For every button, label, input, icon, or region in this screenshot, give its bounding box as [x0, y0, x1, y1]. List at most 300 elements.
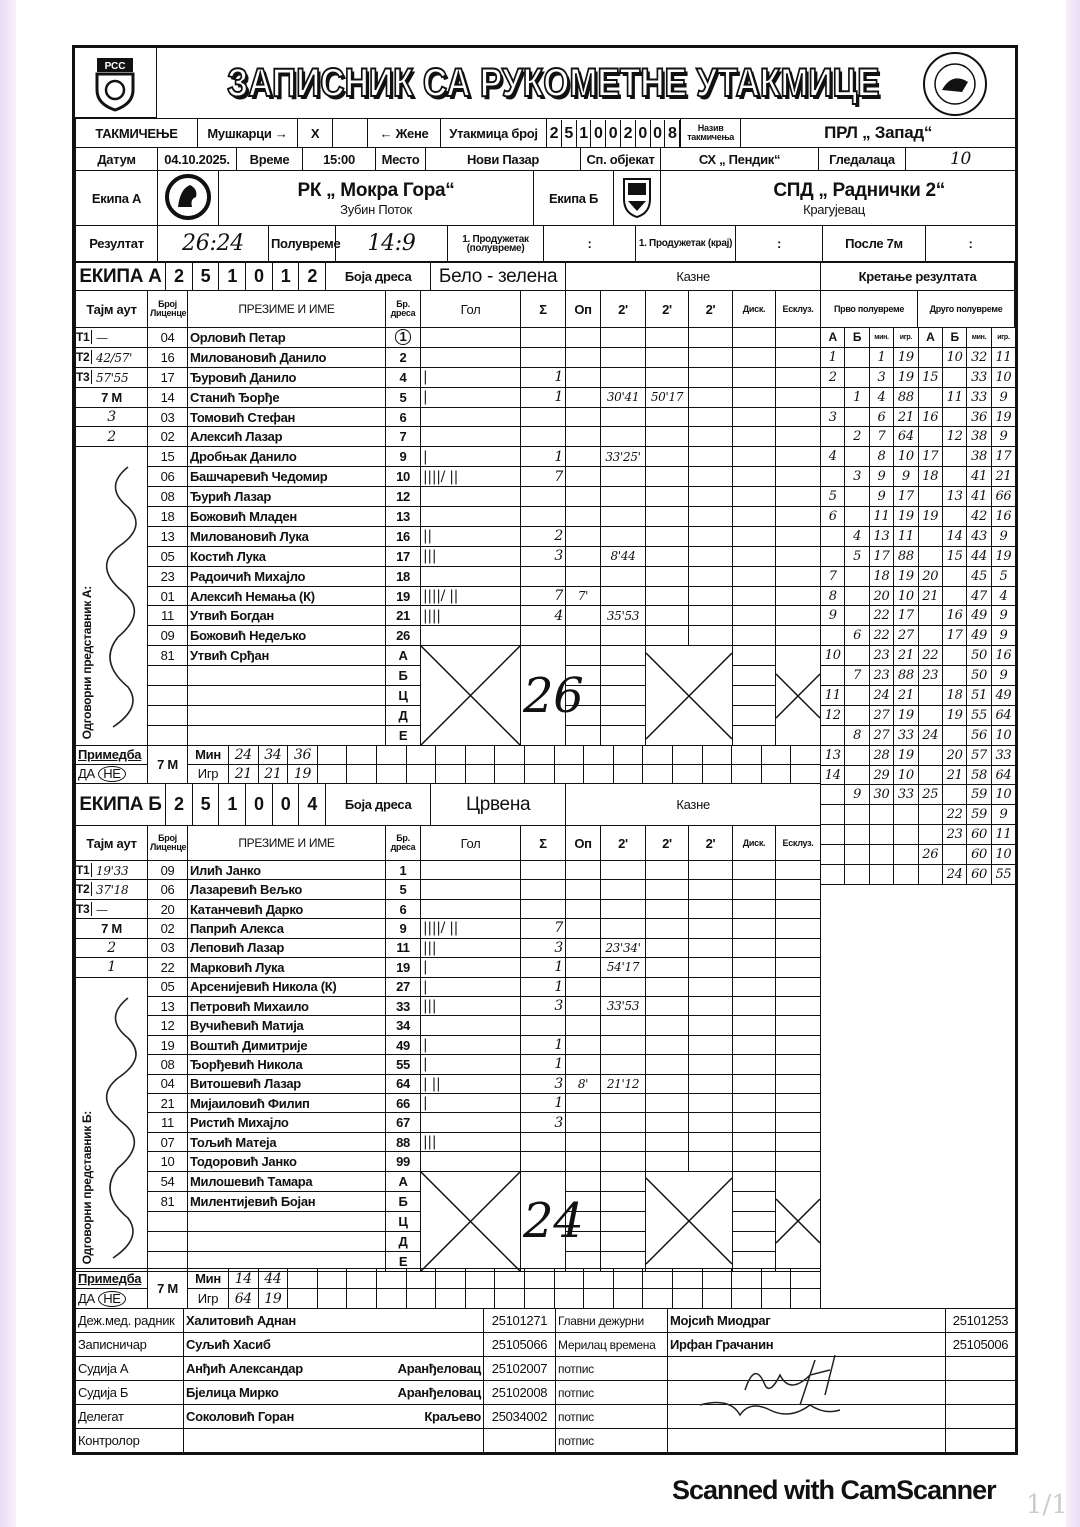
suspension-1[interactable]: 8'44	[601, 546, 646, 566]
suspension-2[interactable]	[646, 507, 689, 527]
warning-time[interactable]	[566, 1113, 601, 1132]
timeout-1[interactable]	[76, 861, 148, 880]
goal-sum[interactable]: 3	[521, 938, 566, 957]
suspension-3[interactable]	[689, 387, 733, 407]
goal-tally[interactable]	[421, 347, 521, 367]
suspension-2[interactable]	[646, 367, 689, 387]
goal-tally[interactable]	[421, 507, 521, 527]
suspension-cell[interactable]	[601, 1211, 646, 1231]
warning-time[interactable]	[566, 880, 601, 899]
suspension-3[interactable]	[689, 347, 733, 367]
exclusion-cell[interactable]	[776, 427, 821, 447]
warning-cell[interactable]	[566, 726, 601, 746]
warning-time[interactable]: 7'	[566, 586, 601, 606]
warning-time[interactable]	[566, 938, 601, 957]
goal-sum[interactable]: 3	[521, 1074, 566, 1093]
suspension-3[interactable]	[689, 566, 733, 586]
women-checkbox[interactable]	[333, 119, 368, 148]
goal-sum[interactable]: 3	[521, 996, 566, 1015]
goal-sum[interactable]: 2	[521, 526, 566, 546]
suspension-2[interactable]	[646, 899, 689, 918]
disqualification-cell[interactable]	[733, 526, 776, 546]
suspension-3[interactable]	[689, 328, 733, 348]
exclusion-cell[interactable]	[776, 1132, 821, 1151]
suspension-3[interactable]	[689, 1055, 733, 1074]
disqualification-cell[interactable]	[733, 1094, 776, 1113]
suspension-3[interactable]	[689, 958, 733, 977]
exclusion-cell[interactable]	[776, 1094, 821, 1113]
suspension-3[interactable]	[689, 1074, 733, 1093]
goal-sum[interactable]	[521, 899, 566, 918]
exclusion-cell[interactable]	[776, 467, 821, 487]
suspension-2[interactable]	[646, 1152, 689, 1171]
progression-cell: 55	[967, 705, 991, 725]
disqualification-cell[interactable]	[733, 1211, 776, 1231]
suspension-1[interactable]	[601, 487, 646, 507]
official-name-text: Халитовић Аднан	[186, 1313, 296, 1328]
disqualification-cell[interactable]	[733, 626, 776, 646]
suspension-1[interactable]	[601, 861, 646, 880]
goal-tally[interactable]: | ||	[421, 1074, 521, 1093]
progression-cell: 1	[821, 347, 845, 367]
timeout-2[interactable]	[76, 347, 148, 367]
suspension-1[interactable]	[601, 1152, 646, 1171]
goal-tally[interactable]: |||	[421, 938, 521, 957]
suspension-2[interactable]	[646, 566, 689, 586]
suspension-2[interactable]	[646, 1055, 689, 1074]
suspension-3[interactable]	[689, 606, 733, 626]
goal-sum[interactable]	[521, 487, 566, 507]
suspension-3[interactable]	[689, 447, 733, 467]
disqualification-cell[interactable]	[733, 606, 776, 626]
suspension-3[interactable]	[689, 996, 733, 1015]
goal-tally[interactable]: |	[421, 1094, 521, 1113]
warning-time[interactable]	[566, 467, 601, 487]
goal-sum[interactable]: 7	[521, 467, 566, 487]
suspension-3[interactable]	[689, 1152, 733, 1171]
exclusion-cell[interactable]	[776, 996, 821, 1015]
disqualification-cell[interactable]	[733, 347, 776, 367]
suspension-2[interactable]	[646, 347, 689, 367]
suspension-2[interactable]	[646, 467, 689, 487]
goal-sum[interactable]	[521, 328, 566, 348]
suspension-2[interactable]	[646, 487, 689, 507]
disqualification-cell[interactable]	[733, 467, 776, 487]
suspension-1[interactable]	[601, 977, 646, 996]
suspension-1[interactable]	[601, 367, 646, 387]
suspension-1[interactable]	[601, 880, 646, 899]
suspension-2[interactable]	[646, 1132, 689, 1151]
goal-sum[interactable]: 3	[521, 1113, 566, 1132]
goal-sum[interactable]	[521, 407, 566, 427]
disqualification-cell[interactable]	[733, 1113, 776, 1132]
suspension-cell[interactable]	[601, 1171, 646, 1191]
suspension-3[interactable]	[689, 977, 733, 996]
goal-tally[interactable]: |||	[421, 996, 521, 1015]
suspension-1[interactable]	[601, 1016, 646, 1035]
remark-yes-no[interactable]	[76, 1289, 148, 1309]
disqualification-cell[interactable]	[733, 586, 776, 606]
warning-time[interactable]	[566, 1094, 601, 1113]
suspension-1[interactable]	[601, 1132, 646, 1151]
exclusion-cell[interactable]	[776, 977, 821, 996]
disqualification-cell[interactable]	[733, 726, 776, 746]
suspension-2[interactable]	[646, 427, 689, 447]
suspension-2[interactable]	[646, 977, 689, 996]
goal-tally[interactable]	[421, 487, 521, 507]
suspension-2[interactable]	[646, 938, 689, 957]
remark-no-circled[interactable]: НЕ	[98, 766, 125, 782]
warning-time[interactable]	[566, 407, 601, 427]
exclusion-cell[interactable]	[776, 861, 821, 880]
goal-tally[interactable]	[421, 861, 521, 880]
suspension-1[interactable]	[601, 626, 646, 646]
suspension-2[interactable]	[646, 996, 689, 1015]
disqualification-cell[interactable]	[733, 367, 776, 387]
warning-time[interactable]	[566, 1152, 601, 1171]
suspension-1[interactable]	[601, 467, 646, 487]
disqualification-cell[interactable]	[733, 899, 776, 918]
warning-time[interactable]	[566, 1132, 601, 1151]
goal-tally[interactable]: |	[421, 958, 521, 977]
suspension-3[interactable]	[689, 427, 733, 447]
exclusion-cell[interactable]	[776, 526, 821, 546]
suspension-2[interactable]	[646, 1016, 689, 1035]
exclusion-cell[interactable]	[776, 367, 821, 387]
suspension-2[interactable]	[646, 1094, 689, 1113]
suspension-1[interactable]	[601, 347, 646, 367]
disqualification-cell[interactable]	[733, 958, 776, 977]
timeout-3[interactable]	[76, 367, 148, 387]
suspension-2[interactable]: 50'17	[646, 387, 689, 407]
goal-sum[interactable]: 1	[521, 1035, 566, 1054]
suspension-3[interactable]	[689, 526, 733, 546]
exclusion-cell[interactable]	[776, 566, 821, 586]
suspension-3[interactable]	[689, 507, 733, 527]
suspension-3[interactable]	[689, 919, 733, 938]
exclusion-cell[interactable]	[776, 1113, 821, 1132]
team-b-label: Екипа Б	[534, 171, 614, 226]
suspension-2[interactable]	[646, 880, 689, 899]
warning-time[interactable]	[566, 387, 601, 407]
suspension-1[interactable]	[601, 1055, 646, 1074]
seven-m-cell	[288, 1289, 318, 1309]
suspension-1[interactable]	[601, 328, 646, 348]
suspension-1[interactable]	[601, 919, 646, 938]
warning-cell[interactable]	[566, 646, 601, 666]
suspension-3[interactable]	[689, 1016, 733, 1035]
warning-time[interactable]	[566, 347, 601, 367]
suspension-3[interactable]	[689, 367, 733, 387]
exclusion-cell[interactable]	[776, 938, 821, 957]
goal-sum[interactable]	[521, 861, 566, 880]
suspension-1[interactable]	[601, 899, 646, 918]
progression-cell: 6	[821, 507, 845, 527]
goal-tally[interactable]	[421, 1152, 521, 1171]
goal-sum[interactable]: 1	[521, 447, 566, 467]
goal-tally[interactable]: ||||	[421, 606, 521, 626]
suspension-3[interactable]	[689, 880, 733, 899]
warning-time[interactable]	[566, 1055, 601, 1074]
suspension-3[interactable]	[689, 1094, 733, 1113]
suspension-1[interactable]: 21'12	[601, 1074, 646, 1093]
goal-tally[interactable]	[421, 899, 521, 918]
goal-tally[interactable]	[421, 880, 521, 899]
goal-tally[interactable]: |	[421, 447, 521, 467]
disqualification-cell[interactable]	[733, 407, 776, 427]
goal-sum[interactable]	[521, 507, 566, 527]
suspension-1[interactable]	[601, 1094, 646, 1113]
disqualification-cell[interactable]	[733, 919, 776, 938]
warning-time[interactable]	[566, 861, 601, 880]
suspension-3[interactable]	[689, 938, 733, 957]
goal-tally[interactable]	[421, 427, 521, 447]
warning-time[interactable]	[566, 958, 601, 977]
suspension-cell[interactable]	[601, 1191, 646, 1211]
goal-tally[interactable]: |||	[421, 546, 521, 566]
warning-time[interactable]	[566, 996, 601, 1015]
exclusion-cell[interactable]	[776, 447, 821, 467]
suspension-3[interactable]	[689, 861, 733, 880]
disqualification-cell[interactable]	[733, 938, 776, 957]
exclusion-cell[interactable]	[776, 1055, 821, 1074]
suspension-1[interactable]	[601, 507, 646, 527]
disqualification-cell[interactable]	[733, 507, 776, 527]
goal-sum[interactable]: 4	[521, 606, 566, 626]
goal-tally[interactable]: |	[421, 977, 521, 996]
disqualification-cell[interactable]	[733, 328, 776, 348]
warning-time[interactable]	[566, 507, 601, 527]
remark-yes[interactable]: ДА	[78, 1290, 95, 1306]
suspension-1[interactable]	[601, 427, 646, 447]
goal-tally[interactable]: ||||/ ||	[421, 467, 521, 487]
disqualification-cell[interactable]	[733, 1055, 776, 1074]
suspension-1[interactable]	[601, 1113, 646, 1132]
suspension-1[interactable]	[601, 566, 646, 586]
exclusion-cell[interactable]	[776, 958, 821, 977]
suspension-3[interactable]	[689, 899, 733, 918]
suspension-3[interactable]	[689, 546, 733, 566]
timeout-3[interactable]	[76, 899, 148, 918]
exclusion-cell[interactable]	[776, 606, 821, 626]
suspension-2[interactable]	[646, 861, 689, 880]
goal-tally[interactable]	[421, 328, 521, 348]
suspension-1[interactable]: 30'41	[601, 387, 646, 407]
exclusion-cell[interactable]	[776, 899, 821, 918]
suspension-2[interactable]	[646, 328, 689, 348]
suspension-2[interactable]	[646, 447, 689, 467]
exclusion-cell[interactable]	[776, 347, 821, 367]
warning-time[interactable]	[566, 977, 601, 996]
exclusion-cell[interactable]	[776, 1035, 821, 1054]
disqualification-cell[interactable]	[733, 1231, 776, 1251]
suspension-1[interactable]: 54'17	[601, 958, 646, 977]
goal-tally[interactable]: ||||/ ||	[421, 919, 521, 938]
warning-time[interactable]	[566, 566, 601, 586]
suspension-2[interactable]	[646, 626, 689, 646]
exclusion-cell[interactable]	[776, 407, 821, 427]
goal-tally[interactable]	[421, 626, 521, 646]
suspension-cell[interactable]	[601, 666, 646, 686]
disqualification-cell[interactable]	[733, 1074, 776, 1093]
suspension-3[interactable]	[689, 586, 733, 606]
suspension-2[interactable]	[646, 958, 689, 977]
disqualification-cell[interactable]	[733, 1132, 776, 1151]
suspension-1[interactable]: 23'34'	[601, 938, 646, 957]
disqualification-cell[interactable]	[733, 861, 776, 880]
warning-time[interactable]	[566, 487, 601, 507]
suspension-cell[interactable]	[601, 726, 646, 746]
goal-sum[interactable]: 1	[521, 1055, 566, 1074]
suspension-3[interactable]	[689, 1035, 733, 1054]
exclusion-cell[interactable]	[776, 880, 821, 899]
suspension-3[interactable]	[689, 487, 733, 507]
timeout-2[interactable]	[76, 880, 148, 899]
disqualification-cell[interactable]	[733, 706, 776, 726]
disqualification-cell[interactable]	[733, 1152, 776, 1171]
disqualification-cell[interactable]	[733, 427, 776, 447]
disqualification-cell[interactable]	[733, 447, 776, 467]
after-7m-label: После 7м	[823, 226, 926, 262]
suspension-1[interactable]	[601, 407, 646, 427]
disqualification-cell[interactable]	[733, 546, 776, 566]
disqualification-cell[interactable]	[733, 1191, 776, 1211]
warning-time[interactable]	[566, 427, 601, 447]
goal-tally[interactable]	[421, 1113, 521, 1132]
exclusion-cell[interactable]	[776, 507, 821, 527]
suspension-cell[interactable]	[601, 1231, 646, 1251]
suspension-3[interactable]	[689, 1132, 733, 1151]
goal-tally[interactable]: |	[421, 387, 521, 407]
warning-time[interactable]	[566, 606, 601, 626]
goal-tally[interactable]	[421, 1016, 521, 1035]
goal-sum[interactable]	[521, 626, 566, 646]
goal-sum[interactable]: 1	[521, 387, 566, 407]
suspension-2[interactable]	[646, 919, 689, 938]
warning-time[interactable]	[566, 899, 601, 918]
progression-cell: 17	[942, 626, 966, 646]
suspension-3[interactable]	[689, 407, 733, 427]
warning-time[interactable]: 8'	[566, 1074, 601, 1093]
remark-no-circled[interactable]: НЕ	[98, 1291, 125, 1307]
disqualification-cell[interactable]	[733, 646, 776, 666]
suspension-1[interactable]	[601, 526, 646, 546]
disqualification-cell[interactable]	[733, 487, 776, 507]
suspension-3[interactable]	[689, 626, 733, 646]
goal-sum[interactable]	[521, 1132, 566, 1151]
exclusion-cell[interactable]	[776, 626, 821, 646]
warning-time[interactable]	[566, 526, 601, 546]
remark-yes[interactable]: ДА	[78, 765, 95, 781]
goal-tally[interactable]: |||	[421, 1132, 521, 1151]
exclusion-cell[interactable]	[776, 328, 821, 348]
exclusion-cell[interactable]	[776, 546, 821, 566]
warning-time[interactable]	[566, 367, 601, 387]
disqualification-cell[interactable]	[733, 1035, 776, 1054]
suspension-2[interactable]	[646, 1113, 689, 1132]
disqualification-cell[interactable]	[733, 666, 776, 686]
disqualification-cell[interactable]	[733, 686, 776, 706]
warning-time[interactable]	[566, 1035, 601, 1054]
goal-sum[interactable]	[521, 347, 566, 367]
timeout-1[interactable]	[76, 328, 148, 348]
goal-tally[interactable]: ||	[421, 526, 521, 546]
disqualification-cell[interactable]	[733, 566, 776, 586]
suspension-1[interactable]: 33'25'	[601, 447, 646, 467]
exclusion-cell[interactable]	[776, 919, 821, 938]
suspension-2[interactable]	[646, 1074, 689, 1093]
warning-time[interactable]	[566, 626, 601, 646]
goal-sum[interactable]: 7	[521, 919, 566, 938]
suspension-1[interactable]: 35'53	[601, 606, 646, 626]
exclusion-cell[interactable]	[776, 387, 821, 407]
goal-sum[interactable]: 3	[521, 546, 566, 566]
goal-sum[interactable]: 1	[521, 958, 566, 977]
suspension-2[interactable]	[646, 546, 689, 566]
suspension-cell[interactable]	[601, 706, 646, 726]
warning-cell[interactable]	[566, 1171, 601, 1191]
goal-sum[interactable]: 1	[521, 1094, 566, 1113]
disqualification-cell[interactable]	[733, 1171, 776, 1191]
suspension-1[interactable]	[601, 586, 646, 606]
suspension-2[interactable]	[646, 1035, 689, 1054]
suspension-cell[interactable]	[601, 686, 646, 706]
goal-tally[interactable]	[421, 407, 521, 427]
goal-sum[interactable]: 1	[521, 977, 566, 996]
remark-yes-no[interactable]	[76, 764, 148, 783]
disqualification-cell[interactable]	[733, 977, 776, 996]
warning-time[interactable]	[566, 546, 601, 566]
seven-m-cell	[791, 1269, 821, 1289]
goal-sum[interactable]	[521, 1152, 566, 1171]
warning-time[interactable]	[566, 919, 601, 938]
goal-sum[interactable]	[521, 566, 566, 586]
goal-tally[interactable]: |	[421, 367, 521, 387]
goal-sum[interactable]	[521, 1016, 566, 1035]
exclusion-cell[interactable]	[776, 487, 821, 507]
suspension-cell[interactable]	[601, 646, 646, 666]
goal-tally[interactable]: |	[421, 1055, 521, 1074]
warning-time[interactable]	[566, 447, 601, 467]
goal-tally[interactable]: ||||/ ||	[421, 586, 521, 606]
warning-time[interactable]	[566, 328, 601, 348]
suspension-1[interactable]	[601, 1035, 646, 1054]
goal-sum[interactable]	[521, 880, 566, 899]
goal-sum[interactable]: 7	[521, 586, 566, 606]
suspension-2[interactable]	[646, 526, 689, 546]
suspension-3[interactable]	[689, 1113, 733, 1132]
exclusion-cell[interactable]	[776, 1074, 821, 1093]
goal-tally[interactable]: |	[421, 1035, 521, 1054]
warning-time[interactable]	[566, 1016, 601, 1035]
suspension-1[interactable]: 33'53	[601, 996, 646, 1015]
goal-sum[interactable]	[521, 427, 566, 447]
exclusion-cell[interactable]	[776, 1016, 821, 1035]
suspension-2[interactable]	[646, 606, 689, 626]
suspension-3[interactable]	[689, 467, 733, 487]
disqualification-cell[interactable]	[733, 1016, 776, 1035]
goal-sum[interactable]: 1	[521, 367, 566, 387]
suspension-2[interactable]	[646, 407, 689, 427]
disqualification-cell[interactable]	[733, 996, 776, 1015]
men-checkbox[interactable]: X	[298, 119, 333, 148]
goal-tally[interactable]	[421, 566, 521, 586]
disqualification-cell[interactable]	[733, 880, 776, 899]
suspension-2[interactable]	[646, 586, 689, 606]
disqualification-cell[interactable]	[733, 387, 776, 407]
exclusion-cell[interactable]	[776, 586, 821, 606]
exclusion-cell[interactable]	[776, 1152, 821, 1171]
